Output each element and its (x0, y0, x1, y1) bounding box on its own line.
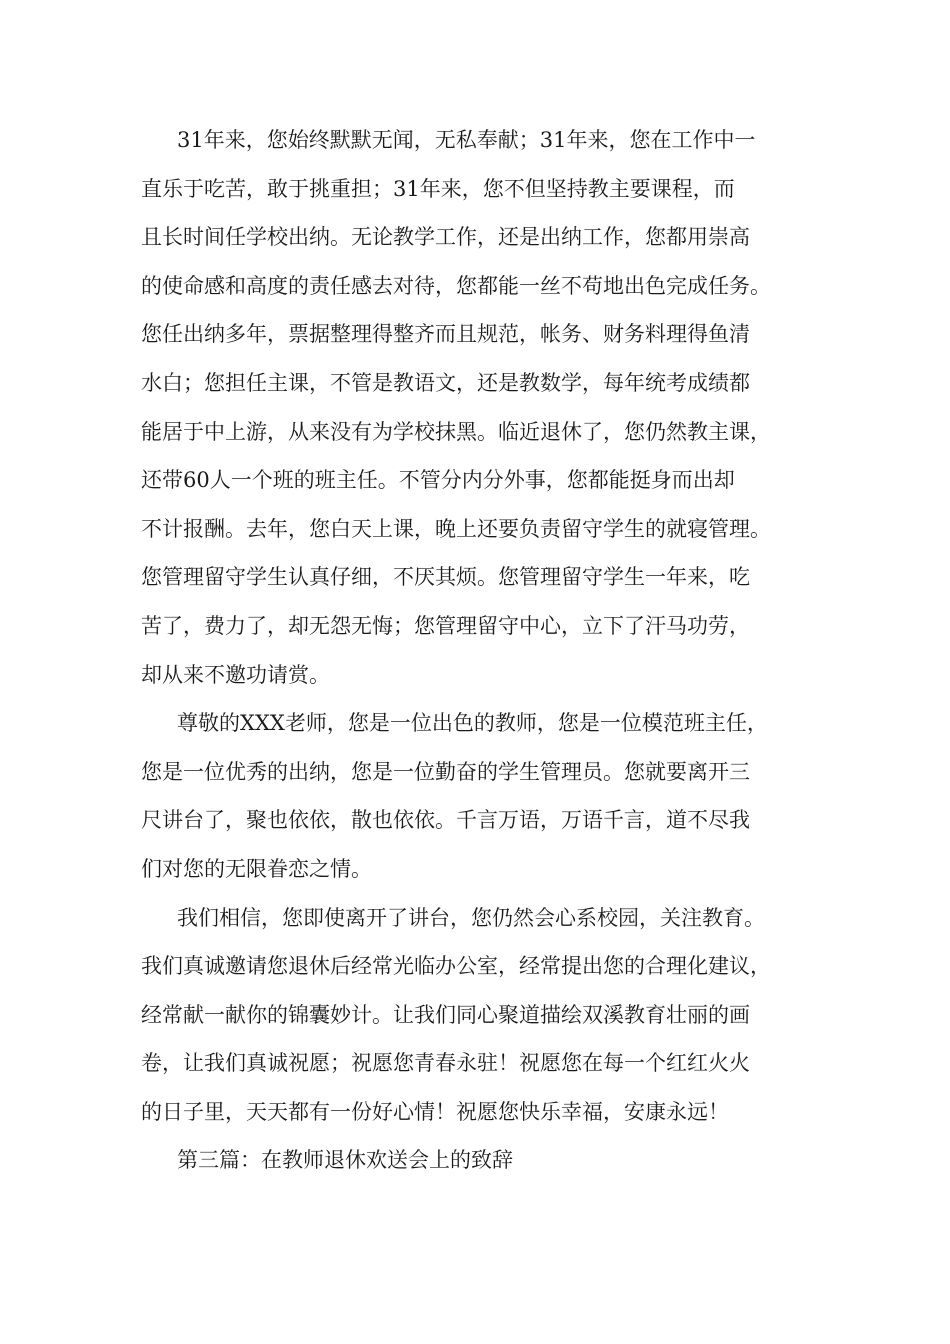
text-line: 尺讲台了，聚也依依，散也依依。千言万语，万语千言，道不尽我 (141, 808, 750, 833)
text-line: 第三篇：在教师退休欢送会上的致辞 (177, 1148, 513, 1173)
body-text (141, 116, 841, 1185)
text-line: 不计报酬。去年，您白天上课，晚上还要负责留守学生的就寝管理。 (141, 516, 771, 541)
text-line: 却从来不邀功请赏。 (141, 662, 330, 687)
text-line: 我们真诚邀请您退休后经常光临办公室，经常提出您的合理化建议， (141, 954, 771, 979)
text-line: 苦了，费力了，却无怨无悔；您管理留守中心，立下了汗马功劳， (141, 613, 750, 638)
text-line: 经常献一献你的锦囊妙计。让我们同心聚道描绘双溪教育壮丽的画 (141, 1002, 750, 1027)
text-line: 还带60人一个班的班主任。不管分内分外事，您都能挺身而出却 (141, 468, 735, 493)
text-line: 的使命感和高度的责任感去对待，您都能一丝不苟地出色完成任务。 (141, 273, 771, 298)
text-line: 尊敬的XXX老师，您是一位出色的教师，您是一位模范班主任， (177, 711, 768, 736)
text-line: 直乐于吃苦，敢于挑重担；31年来，您不但坚持教主要课程，而 (141, 176, 735, 201)
text-line: 卷，让我们真诚祝愿；祝愿您青春永驻！祝愿您在每一个红红火火 (141, 1051, 750, 1076)
text-line: 您任出纳多年，票据整理得整齐而且规范，帐务、财务料理得鱼清 (141, 322, 750, 347)
text-line: 您是一位优秀的出纳，您是一位勤奋的学生管理员。您就要离开三 (141, 759, 750, 784)
text-line: 您管理留守学生认真仔细，不厌其烦。您管理留守学生一年来，吃 (141, 565, 750, 590)
text-line: 31年来，您始终默默无闻，无私奉献；31年来，您在工作中一 (177, 128, 756, 152)
text-line: 水白；您担任主课，不管是教语文，还是教数学，每年统考成绩都 (141, 370, 750, 395)
text-line: 我们相信，您即使离开了讲台，您仍然会心系校园，关注教育。 (177, 905, 765, 930)
text-line: 的日子里，天天都有一份好心情！祝愿您快乐幸福，安康永远！ (141, 1099, 729, 1124)
text-line: 且长时间任学校出纳。无论教学工作，还是出纳工作，您都用崇高 (141, 225, 750, 250)
text-line: 们对您的无限眷恋之情。 (141, 856, 372, 881)
text-line: 能居于中上游，从来没有为学校抹黑。临近退休了，您仍然教主课， (141, 419, 771, 444)
